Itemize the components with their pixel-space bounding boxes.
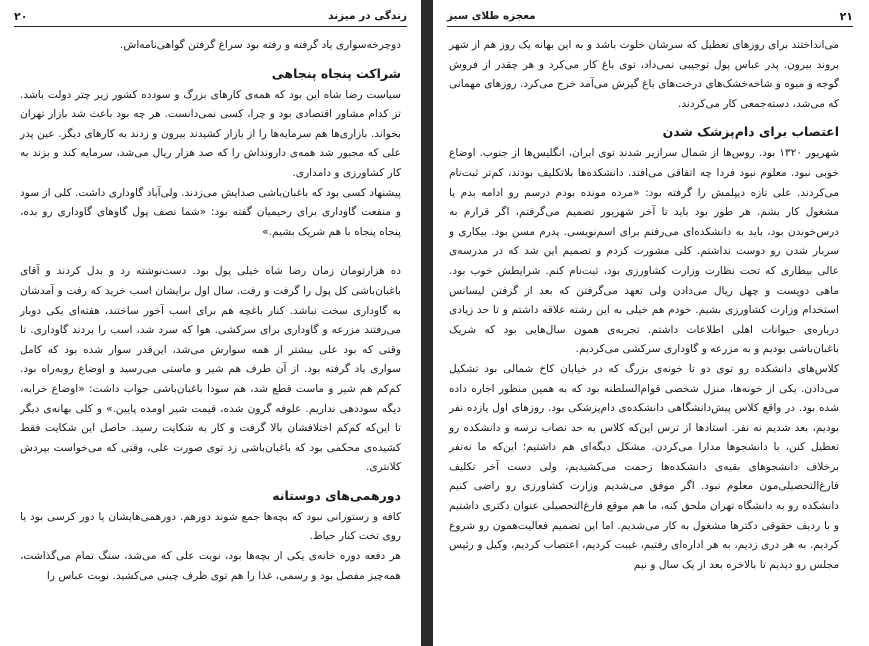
right-page-header-title: معجزه طلای سبز bbox=[447, 10, 536, 22]
left-page-body bbox=[20, 36, 401, 586]
right-page bbox=[433, 0, 869, 646]
left-page bbox=[0, 0, 421, 646]
paragraph: می‌انداختند برای روزهای تعطیل که سرشان خلوت باشد و به این بهانه یک روز هم از شهر بروند بیرون. پدر عباس پول توجیبی نمی‌داد، توی باغ کار می‌کرد و هر چقدر از فروش گوجه و میوه و شاخه‌خشک‌های درخت‌های باغ گیرش می‌آمد خرج می‌کرد. روزهای مهمانی که می‌شد، دسته‌جمعی کار می‌کردند. bbox=[449, 39, 839, 110]
paragraph: هر دفعه دوره خانه‌ی یکی از بچه‌ها بود، نوبت علی که می‌شد، سنگ تمام می‌گذاشت، همه‌چیز مفصل بود و رسمی، غذا را هم توی ظرف چینی می‌کشید. نوبت عباس را bbox=[20, 550, 401, 582]
paragraph: پیشنهاد کسی بود که باغبان‌باشی صدایش می‌زدند. ولی‌آباد گاوداری داشت. کلی از سود و منفعت گاوداری برای رحیمیان گفته بود: «شما نصف پول گاوهای گاوداری رو بده، پنجاه پنجاه با هم شریک بشیم.» bbox=[20, 186, 401, 238]
left-page-header-title: زندگی در میزند bbox=[328, 10, 407, 22]
paragraph: دوچرخه‌سواری یاد گرفته و رفته بود سراغ گرفتن گواهی‌نامه‌اش. bbox=[120, 39, 401, 51]
right-page-number: ۲۱ bbox=[839, 9, 853, 23]
paragraph: شهریور ۱۳۲۰ بود. روس‌ها از شمال سرازیر شدند توی ایران، انگلیس‌ها از جنوب. اوضاع خوبی نبود. معلوم نبود فردا چه اتفاقی می‌افتد. دانشکده‌ها بلاتکلیف بودند، کم‌تر ثبت‌نام می‌کردند. علی تازه دیپلمش را گرفته بود: «مرده مونده بودم درسم رو ادامه بدم یا مشغول کار بشم. هر طور بود باید تا آخر شهریور تصمیم می‌گرفتم، اگر قرارم به درس‌خوندن بود، باید به دانشکده‌ای می‌رفتم برای اسم‌نویسی. پدرم مسن بود. بیکاری و سربار شدن رو دوست نداشتم. کلی مشورت کردم و تصمیم این شد که در مدرسه‌ی عالی بیطاری که تحت نظارت وزارت کشاورزی بود، ثبت‌نام کنم. شرایطش خوب بود. ماهی دویست و چهل ریال می‌دادن ولی تعهد می‌گرفتن که بعد از گرفتن لیسانس استخدام وزارت کشاورزی بشیم. خودم هم خیلی به این رشته علاقه داشتم و تا حد زیادی درباره‌ی حیوانات اهلی اطلاعات داشتم. تجربه‌ی همون سال‌هایی بود که شریک باغبان‌باشی بودیم و به مزرعه و گاوداری سرکشی می‌کردیم. bbox=[449, 147, 839, 356]
right-page-body bbox=[449, 36, 839, 575]
paragraph: کلاس‌های دانشکده رو توی دو تا خونه‌ی بزرگ که در خیابان کاخ شمالی بود تشکیل می‌دادن. یکی از خونه‌ها، منزل شخصی قوام‌السلطنه بود که به همین منظور اجاره داده شده بود. در واقع کلاس پیش‌دانشگاهی دانشکده‌ی دام‌پزشکی بود. روزهای اول یازده نفر بودیم، بعد شدیم نه نفر. استادها از ترس این‌که کلاس به حد نصاب نرسه و دانشکده رو تعطیل کنن، با دانشجوها مدارا می‌کردن. مشکل دیگه‌ای هم داشتیم؛ این‌که ما نه‌نفر برخلاف دانشجوهای بقیه‌ی دانشکده‌ها زحمت می‌کشیدیم، ولی دست آخر تکلیف فارغ‌التحصیلی‌مون معلوم نبود. اگر موفق می‌شدیم وزارت کشاورزی رو راضی کنیم دانشکده رو به دانشگاه تهران ملحق کنه، ما هم موقع فارغ‌التحصیلی عنوان دکتری داشتیم و با ردیف حقوقی دکترها مشغول به کار می‌شدیم. اما این تصمیم فعالیت‌همون رو شروع کردیم. به هر دری زدیم، به هر اداره‌ای رفتیم، غیبت کردیم، اعتصاب کردیم، وکیل و رئیس مجلس رو دیدیم تا بالاخره بعد از یک سال و نیم bbox=[449, 362, 839, 571]
section-heading: دورهمی‌های دوستانه bbox=[272, 487, 401, 503]
left-page-number: ۲۰ bbox=[14, 9, 28, 23]
page-gutter bbox=[421, 0, 433, 646]
paragraph: ده هزارتومان زمان رضا شاه خیلی پول بود. دست‌نوشته رد و بدل کردند و آقای باغبان‌باشی کل پول را گرفت و رفت. سال اول برایشان اسب خرید که رفت و آمدشان به گاوداری سخت نباشد. کنار باغچه هم برای اسب آخور ساختند، هفته‌ای یکی دوبار می‌رفتند مزرعه و گاوداری برای سرکشی. هوا که سرد شد، اسب را بردند گاوداری. تا وقتی که بود علی بیشتر از همه سوارش می‌شد، این‌قدر سوار شده بود که کامل سواری یاد گرفته بود. از آن طرف هم شیر و ماستی می‌رسید و اوضاع روبه‌راه بود. کم‌کم هم شیر و ماست قطع شد، هم سودا باغبان‌باشی جواب داشت: «اوضاع خرابه، دیگه سوددهی نداریم. علوفه گرون شده، قیمت شیر اومده پایین.» و کلی بهانه‌ی دیگر تا این‌که کم‌کم اختلافشان بالا گرفت و کار به شکایت رسید. حاصل این شکایت فقط کشیده‌ی محکمی بود که باغبان‌باشی زد توی صورت علی، وقتی که می‌خواست بپردش کلانتری. bbox=[20, 265, 401, 474]
paragraph: کافه و رستورانی نبود که بچه‌ها جمع شوند دورهم. دورهمی‌هایشان یا دور کرسی بود یا روی تخت کنار حیاط. bbox=[20, 510, 401, 543]
paragraph-gap bbox=[20, 242, 401, 262]
section-heading: شراکت پنجاه پنجاهی bbox=[271, 65, 401, 81]
left-page-header bbox=[14, 8, 407, 27]
section-heading: اعتصاب برای دام‌پزشک شدن bbox=[662, 124, 839, 140]
right-page-header bbox=[447, 8, 853, 27]
paragraph: سیاست رضا شاه این بود که همه‌ی کارهای بزرگ و سودده کشور زیر چتر دولت باشد. تز کدام مشاور اقتصادی بود و چرا، کسی نمی‌دانست. هر چه بود باعث شد بازار تهران بخواند. بازاری‌ها هم سرمایه‌ها را از بازار کشیدند بیرون و زدند به کارهای دیگر. عین پدر علی که مجبور شد همه‌ی دارونداش را که صد هزار ریال می‌شد، سرمایه کند و بزند به کار کشاورزی و دامداری. bbox=[20, 88, 401, 179]
